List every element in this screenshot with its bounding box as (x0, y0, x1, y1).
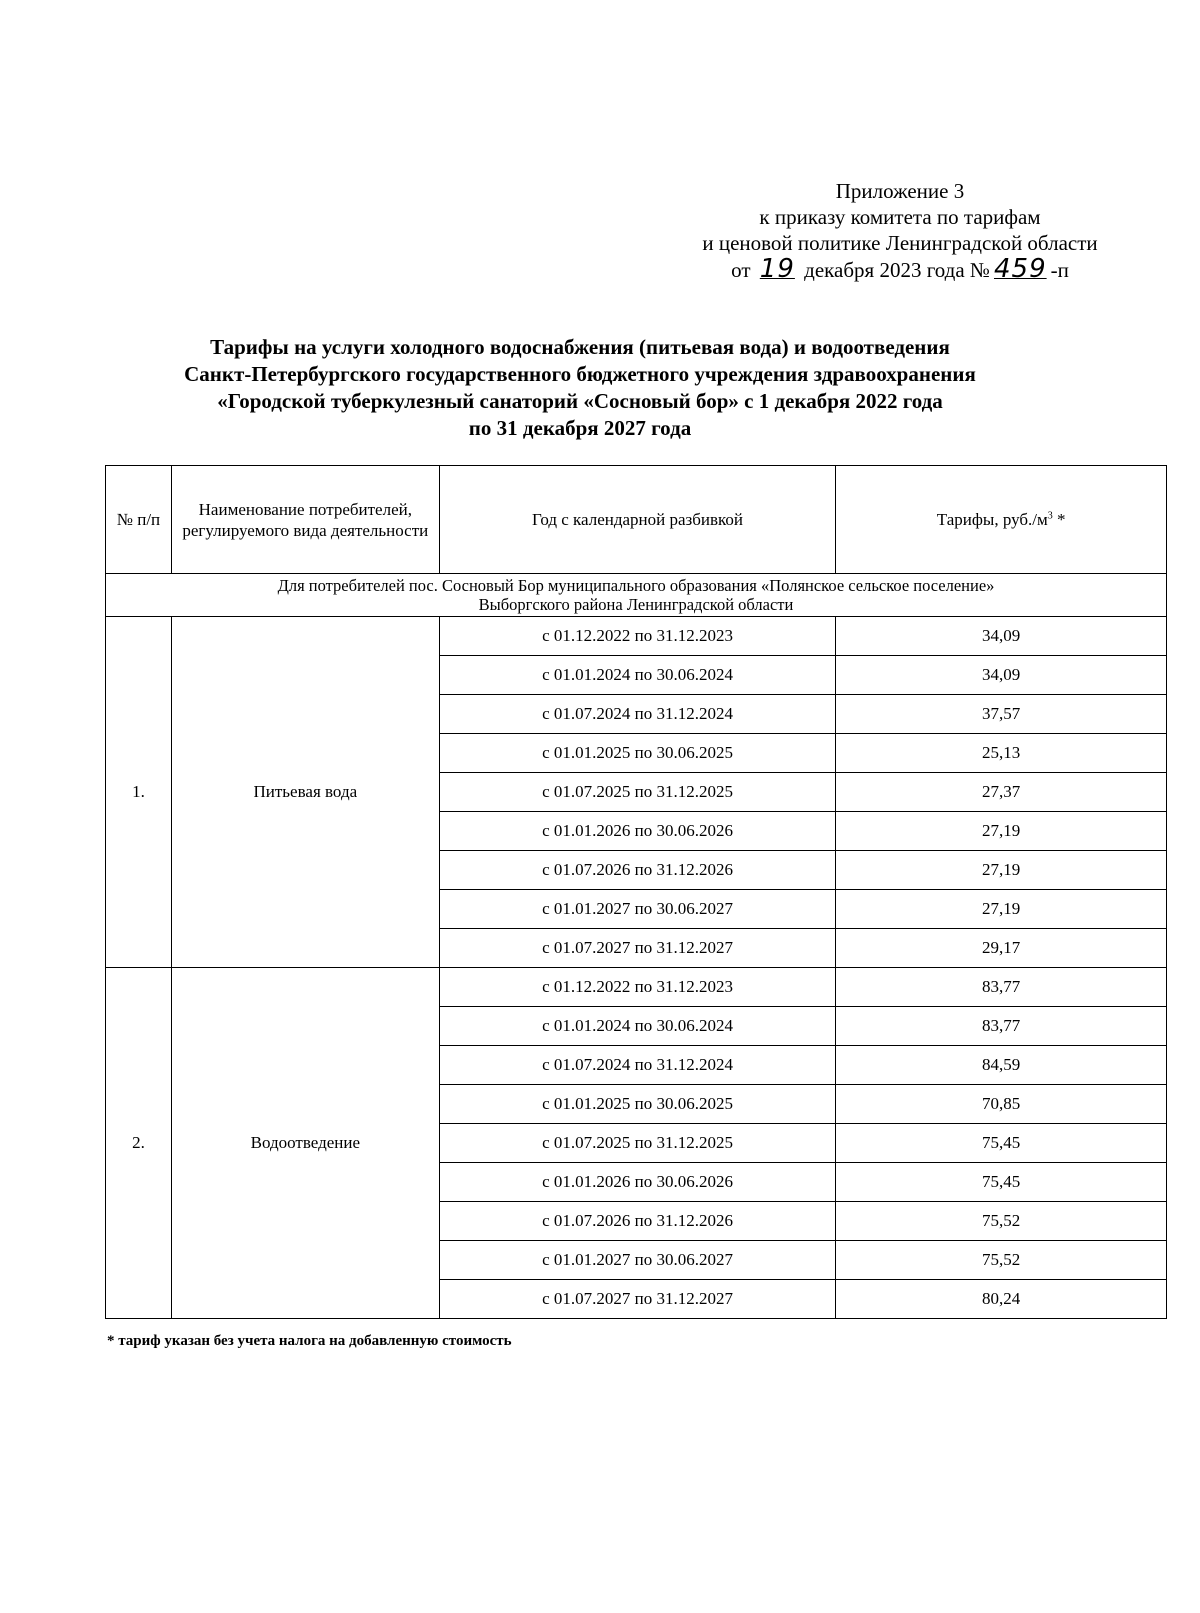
tariff-cell: 34,09 (836, 617, 1167, 656)
appendix-date-middle: декабря 2023 года № (804, 258, 990, 282)
tariff-table (105, 465, 1167, 1319)
tariff-cell: 27,19 (836, 851, 1167, 890)
tariff-cell: 27,19 (836, 812, 1167, 851)
tariff-cell: 27,37 (836, 773, 1167, 812)
tariff-cell: 80,24 (836, 1280, 1167, 1319)
title-line-3: «Городской туберкулезный санаторий «Сосновый бор» с 1 декабря 2022 года (217, 389, 943, 413)
period-cell: с 01.01.2026 по 30.06.2026 (439, 812, 836, 851)
header-tariff (836, 466, 1167, 574)
period-cell: с 01.07.2025 по 31.12.2025 (439, 773, 836, 812)
appendix-line-2: к приказу комитета по тарифам (759, 205, 1041, 229)
period-cell: с 01.01.2024 по 30.06.2024 (439, 656, 836, 695)
handwritten-order-number: 459 (993, 254, 1047, 284)
period-cell: с 01.01.2027 по 30.06.2027 (439, 1241, 836, 1280)
period-cell: с 01.07.2025 по 31.12.2025 (439, 1124, 836, 1163)
period-cell: с 01.07.2026 по 31.12.2026 (439, 851, 836, 890)
group-cell (106, 574, 1167, 617)
period-cell: с 01.07.2024 по 31.12.2024 (439, 695, 836, 734)
period-cell: с 01.01.2025 по 30.06.2025 (439, 734, 836, 773)
document-title (60, 334, 1100, 442)
tariff-cell: 75,52 (836, 1202, 1167, 1241)
tariff-cell: 25,13 (836, 734, 1167, 773)
appendix-number-suffix: -п (1050, 258, 1069, 282)
appendix-line-4 (640, 256, 1160, 283)
header-period: Год с календарной разбивкой (439, 466, 836, 574)
title-line-2: Санкт-Петербургского государственного бюджетного учреждения здравоохранения (184, 362, 976, 386)
header-tariff-sup: 3 (1047, 510, 1053, 522)
period-cell: с 01.01.2026 по 30.06.2026 (439, 1163, 836, 1202)
tariff-cell: 27,19 (836, 890, 1167, 929)
table-header-row (106, 466, 1167, 574)
handwritten-day: 19 (759, 254, 795, 284)
period-cell: с 01.07.2024 по 31.12.2024 (439, 1046, 836, 1085)
tariff-cell: 83,77 (836, 1007, 1167, 1046)
period-cell: с 01.07.2026 по 31.12.2026 (439, 1202, 836, 1241)
appendix-block (640, 178, 1160, 283)
tariff-cell: 75,45 (836, 1163, 1167, 1202)
header-tariff-mark: * (1052, 510, 1066, 529)
period-cell: с 01.07.2027 по 31.12.2027 (439, 929, 836, 968)
section-number: 2. (106, 968, 172, 1319)
header-name: Наименование потребителей, регулируемого вида деятельности (171, 466, 439, 574)
tariff-cell: 84,59 (836, 1046, 1167, 1085)
tariff-cell: 75,52 (836, 1241, 1167, 1280)
tariff-cell: 34,09 (836, 656, 1167, 695)
period-cell: с 01.01.2025 по 30.06.2025 (439, 1085, 836, 1124)
section-name: Водоотведение (171, 968, 439, 1319)
tariff-cell: 70,85 (836, 1085, 1167, 1124)
footnote: * тариф указан без учета налога на добавленную стоимость (107, 1333, 512, 1349)
section-number: 1. (106, 617, 172, 968)
title-line-1: Тарифы на услуги холодного водоснабжения (питьевая вода) и водоотведения (210, 335, 950, 359)
section-name: Питьевая вода (171, 617, 439, 968)
period-cell: с 01.01.2027 по 30.06.2027 (439, 890, 836, 929)
tariff-cell: 37,57 (836, 695, 1167, 734)
group-row (106, 574, 1167, 617)
table-row (106, 968, 1167, 1007)
appendix-line-3: и ценовой политике Ленинградской области (702, 231, 1098, 255)
title-line-4: по 31 декабря 2027 года (468, 416, 692, 440)
group-line-1: Для потребителей пос. Сосновый Бор муниципального образования «Полянское сельское поселение» (277, 576, 995, 595)
tariff-cell: 75,45 (836, 1124, 1167, 1163)
period-cell: с 01.01.2024 по 30.06.2024 (439, 1007, 836, 1046)
header-num: № п/п (106, 466, 172, 574)
period-cell: с 01.07.2027 по 31.12.2027 (439, 1280, 836, 1319)
header-tariff-label: Тарифы, руб./м (936, 510, 1048, 529)
appendix-line-1: Приложение 3 (835, 179, 965, 203)
appendix-date-prefix: от (731, 258, 751, 282)
tariff-cell: 29,17 (836, 929, 1167, 968)
period-cell: с 01.12.2022 по 31.12.2023 (439, 617, 836, 656)
period-cell: с 01.12.2022 по 31.12.2023 (439, 968, 836, 1007)
group-line-2: Выборгского района Ленинградской области (478, 595, 794, 614)
tariff-cell: 83,77 (836, 968, 1167, 1007)
table-row (106, 617, 1167, 656)
